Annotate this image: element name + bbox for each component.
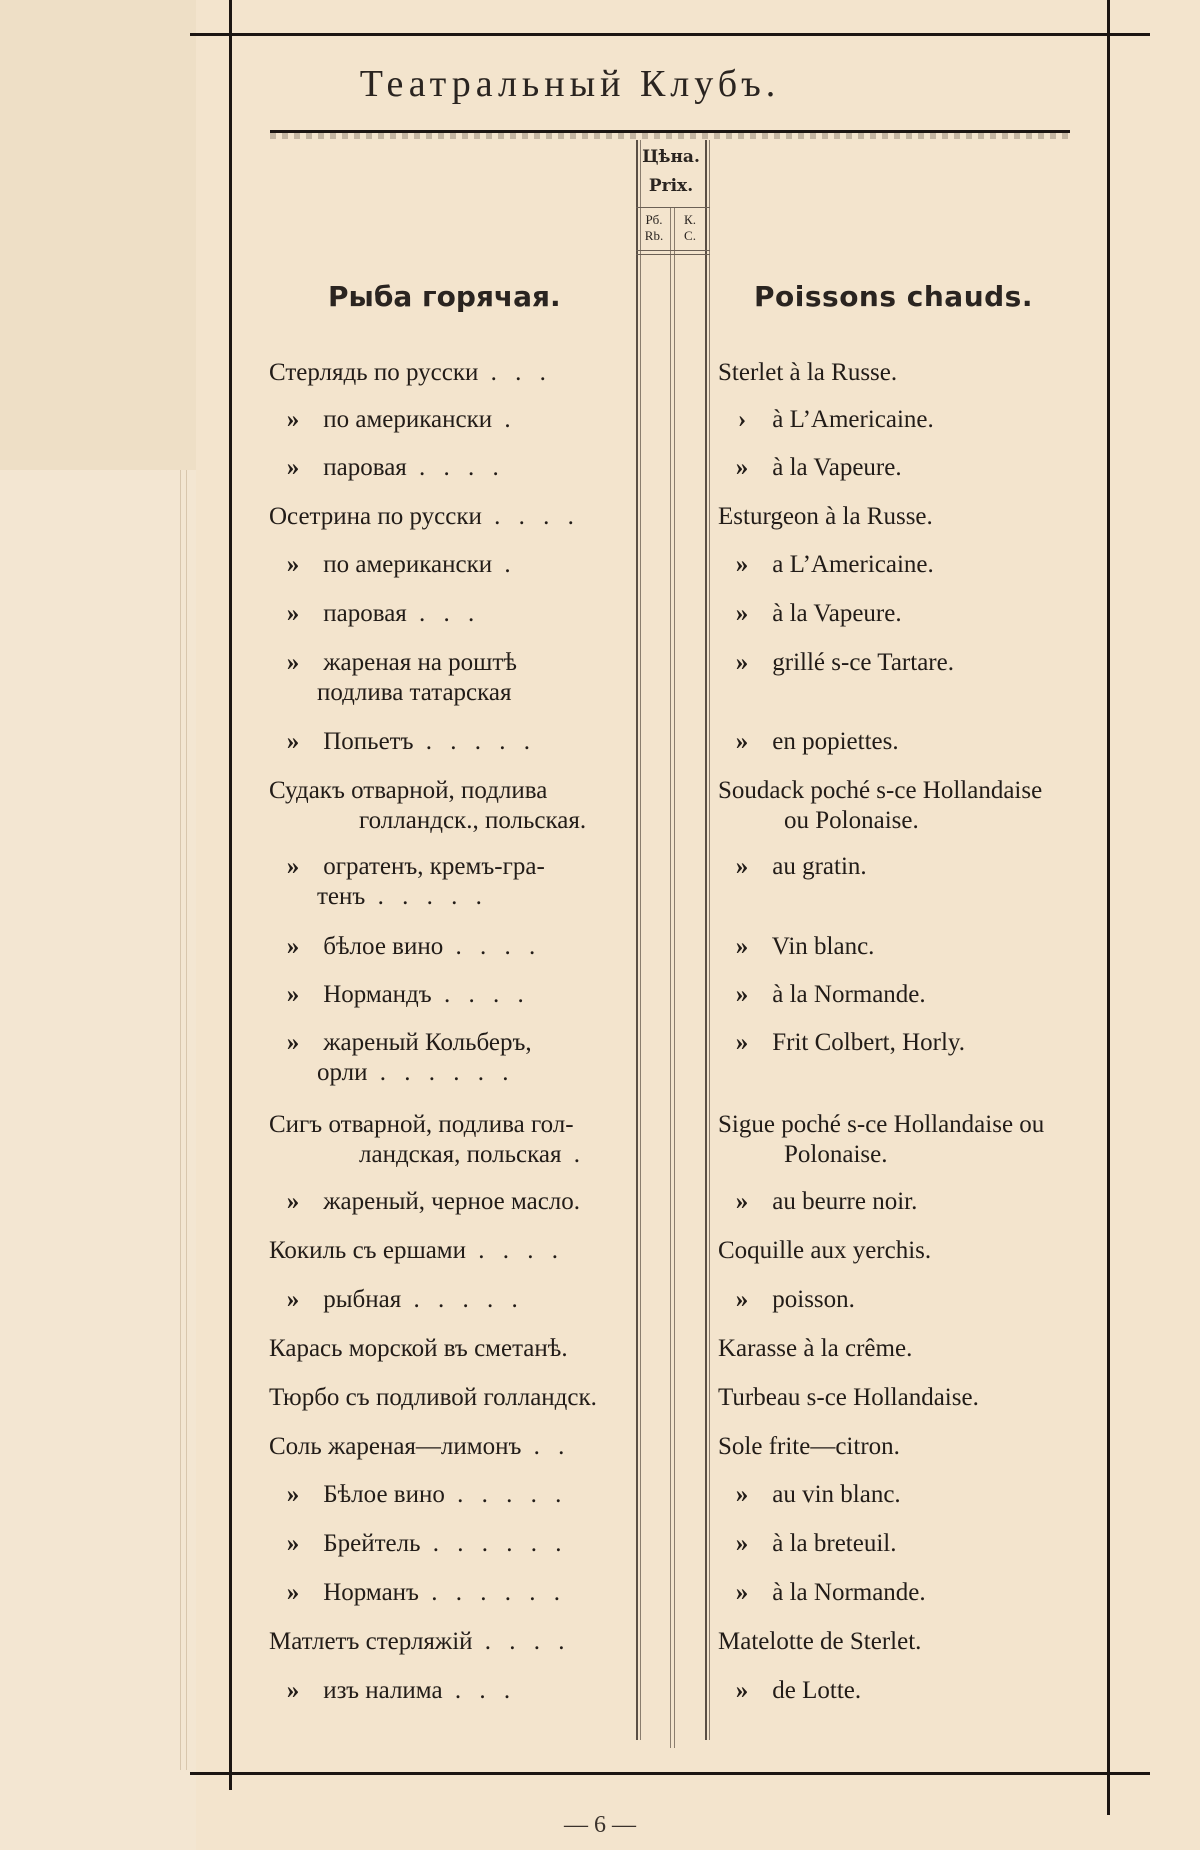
item-text-ru: Бѣлое вино (317, 1481, 445, 1508)
ditto-mark: » (735, 1286, 749, 1313)
item-text-ru: паровая (317, 600, 407, 627)
leader-dots: . . . . . . (420, 1530, 568, 1557)
page-title: Театральный Клубъ. (359, 63, 781, 105)
ditto-mark: » (735, 1481, 749, 1508)
leader-dots: . . . . . (365, 883, 488, 910)
rub-label-ru: Рб. (645, 212, 663, 227)
ditto-mark: » (735, 551, 749, 578)
item-name-ru (269, 1676, 629, 1706)
item-text-ru: Брейтель (317, 1530, 421, 1557)
item-name-fr (718, 1480, 1158, 1510)
leader-dots: . . (521, 1433, 571, 1460)
item-text-fr: en popiettes. (766, 728, 899, 755)
item-text-ru: Нормандъ (317, 981, 432, 1008)
item-text-ru-cont: орли (317, 1059, 368, 1086)
ditto-mark: » (286, 454, 300, 481)
ditto-mark: » (286, 728, 300, 755)
item-text-fr: à la Normande. (766, 981, 926, 1008)
item-text-ru: по американски (317, 406, 493, 433)
page-stack-edge (186, 470, 187, 1770)
item-name-ru (269, 1480, 629, 1510)
price-column-divider (670, 208, 671, 1748)
ditto-mark: » (286, 406, 300, 433)
item-name-fr (718, 1578, 1158, 1608)
item-name-ru (269, 1187, 629, 1217)
leader-dots: . . . . . (444, 1481, 568, 1508)
price-header-rule (636, 207, 710, 208)
price-title-fr: Prix. (648, 176, 694, 196)
ditto-mark: » (286, 933, 300, 960)
item-name-fr (718, 852, 1158, 882)
item-name-fr (718, 1285, 1158, 1315)
item-text-fr: poisson. (766, 1286, 855, 1313)
ditto-mark: » (286, 551, 300, 578)
item-name-fr (718, 932, 1158, 962)
item-name-ru (269, 405, 629, 435)
ditto-mark: » (286, 1188, 300, 1215)
menu-page (196, 0, 1200, 1850)
item-name-ru (269, 1236, 629, 1266)
item-text-fr: Sigue poché s-ce Hollandaise ou (718, 1111, 1045, 1138)
ditto-mark: » (735, 933, 749, 960)
frame-left-rule (229, 0, 232, 1790)
item-text-ru: Стерлядь по русски (269, 359, 479, 386)
ditto-mark: » (286, 1677, 300, 1704)
item-name-fr (718, 1676, 1158, 1706)
kop-label-ru: К. (684, 212, 696, 227)
price-title-ru: Цѣна. (642, 147, 700, 167)
item-text-fr: Esturgeon à la Russe. (718, 503, 933, 530)
item-text-ru-cont: ландская, польская (359, 1141, 562, 1168)
leader-dots: . . . (406, 600, 481, 627)
rub-label-fr: Rb. (644, 228, 664, 243)
item-text-fr: Matelotte de Sterlet. (718, 1628, 922, 1655)
item-text-fr: au beurre noir. (766, 1188, 918, 1215)
ditto-mark: » (286, 981, 300, 1008)
page-stack-edge (180, 470, 181, 1770)
item-text-ru: Соль жареная—лимонъ (269, 1433, 522, 1460)
item-name-fr (718, 1334, 1158, 1364)
item-name-fr (718, 1383, 1158, 1413)
leader-dots: . (561, 1141, 587, 1168)
leader-dots: . . . . (431, 981, 530, 1008)
ditto-mark: » (286, 1481, 300, 1508)
item-text-ru: Матлетъ стерляжій (269, 1628, 473, 1655)
section-title-fr: Poissons chauds. (754, 280, 1033, 313)
item-name-ru (269, 727, 629, 757)
item-text-ru: Осетрина по русски (269, 503, 482, 530)
item-name-fr (718, 453, 1158, 483)
item-name-ru (269, 1627, 629, 1657)
kop-label (674, 212, 706, 244)
item-name-fr (718, 648, 1158, 678)
item-name-ru (269, 599, 629, 629)
leader-dots: . (492, 551, 517, 578)
price-column-left-rule (636, 140, 638, 1740)
rub-label (638, 212, 670, 244)
item-text-ru: жареный Кольберъ, (317, 1029, 532, 1056)
leader-dots: . . . (442, 1677, 517, 1704)
item-text-ru: изъ налима (317, 1677, 443, 1704)
price-header-rule (636, 254, 710, 255)
leader-dots: . . . (478, 359, 552, 386)
item-name-ru (269, 648, 629, 708)
ditto-mark: » (735, 1029, 749, 1056)
item-name-ru (269, 980, 629, 1010)
item-name-fr (718, 1627, 1158, 1657)
item-name-fr (718, 1028, 1158, 1058)
leader-dots: . . . . . (401, 1286, 524, 1313)
leader-dots: . . . . (472, 1628, 571, 1655)
item-text-fr: Karasse à la crême. (718, 1335, 913, 1362)
price-column-right-rule (709, 140, 710, 1740)
item-text-ru: по американски (317, 551, 493, 578)
item-text-fr: Soudack poché s-ce Hollandaise (718, 777, 1043, 804)
item-text-fr-cont: ou Polonaise. (784, 807, 919, 834)
item-text-ru: бѣлое вино (317, 933, 444, 960)
ditto-mark: » (735, 981, 749, 1008)
item-name-ru (269, 1110, 629, 1170)
item-text-ru: Карась морской въ сметанѣ. (269, 1335, 568, 1362)
item-text-fr: au vin blanc. (766, 1481, 901, 1508)
item-name-ru (269, 1285, 629, 1315)
item-text-ru: паровая (317, 454, 407, 481)
item-text-ru-cont: подлива татарская (317, 679, 512, 706)
item-text-ru: Сигъ отварной, подлива гол- (269, 1111, 574, 1138)
ditto-mark: » (286, 1286, 300, 1313)
item-text-fr: Coquille aux yerchis. (718, 1237, 932, 1264)
item-name-fr (718, 1236, 1158, 1266)
item-text-ru: жареный, черное масло. (317, 1188, 581, 1215)
price-column-left-rule (640, 140, 641, 1740)
leader-dots: . . . . . . (367, 1059, 515, 1086)
ditto-mark: » (286, 1579, 300, 1606)
item-name-fr (718, 980, 1158, 1010)
item-name-fr (718, 776, 1158, 836)
section-title-ru: Рыба горячая. (328, 280, 561, 313)
ditto-mark: » (735, 1677, 749, 1704)
item-text-fr: Sole frite—citron. (718, 1433, 900, 1460)
item-name-ru (269, 453, 629, 483)
item-name-ru (269, 1334, 629, 1364)
item-name-ru (269, 550, 629, 580)
item-text-ru: огратенъ, кремъ-гра- (317, 853, 545, 880)
item-name-fr (718, 1432, 1158, 1462)
ditto-mark: » (735, 1579, 749, 1606)
leader-dots: . . . . (406, 454, 505, 481)
item-text-fr: à L’Americaine. (766, 406, 934, 433)
ditto-mark: » (735, 853, 749, 880)
item-text-ru: Кокиль съ ершами (269, 1237, 466, 1264)
item-text-fr: à la Vapeure. (766, 454, 902, 481)
ditto-mark: » (735, 649, 749, 676)
price-column-divider (674, 208, 675, 1748)
item-text-ru: Норманъ (317, 1579, 419, 1606)
item-name-fr (718, 599, 1158, 629)
item-text-fr: grillé s-ce Tartare. (766, 649, 954, 676)
leader-dots: . . . . (443, 933, 542, 960)
item-text-ru: Попьетъ (317, 728, 414, 755)
item-text-ru: Судакъ отварной, подлива (269, 777, 548, 804)
item-name-ru (269, 358, 629, 388)
item-text-ru: Тюрбо съ подливой голландск. (269, 1384, 597, 1411)
item-text-fr: Vin blanc. (766, 933, 875, 960)
item-name-fr (718, 358, 1158, 388)
ditto-mark: › (737, 406, 747, 433)
price-header-rule (636, 250, 710, 251)
item-name-fr (718, 405, 1158, 435)
page-number: — 6 — (564, 1812, 636, 1838)
item-text-fr: au gratin. (766, 853, 867, 880)
item-name-fr (718, 1110, 1158, 1170)
leader-dots: . . . . (466, 1237, 564, 1264)
item-text-ru: жареная на роштѣ (317, 649, 517, 676)
kop-label-fr: С. (684, 228, 696, 243)
ditto-mark: » (286, 1029, 300, 1056)
item-name-ru (269, 1529, 629, 1559)
item-name-ru (269, 1578, 629, 1608)
item-text-fr: Turbeau s-ce Hollandaise. (718, 1384, 979, 1411)
ditto-mark: » (286, 853, 300, 880)
ditto-mark: » (735, 1188, 749, 1215)
item-text-fr: à la breteuil. (766, 1530, 897, 1557)
item-name-ru (269, 852, 629, 912)
ditto-mark: » (735, 454, 749, 481)
item-text-fr: Frit Colbert, Horly. (766, 1029, 966, 1056)
item-name-fr (718, 1187, 1158, 1217)
item-name-ru (269, 1028, 629, 1088)
ditto-mark: » (286, 600, 300, 627)
ditto-mark: » (286, 1530, 300, 1557)
scan-background-top (0, 0, 196, 470)
item-name-fr (718, 550, 1158, 580)
scan-background-low (0, 470, 196, 1850)
item-name-ru (269, 1432, 629, 1462)
title-ornament (270, 133, 1070, 139)
ditto-mark: » (286, 649, 300, 676)
item-name-ru (269, 502, 629, 532)
item-name-ru (269, 1383, 629, 1413)
leader-dots: . . . . . . (418, 1579, 566, 1606)
ditto-mark: » (735, 1530, 749, 1557)
item-text-fr: à la Vapeure. (766, 600, 902, 627)
item-text-ru-cont: голландск., польская. (359, 807, 587, 834)
ditto-mark: » (735, 728, 749, 755)
ditto-mark: » (735, 600, 749, 627)
item-name-fr (718, 1529, 1158, 1559)
item-name-ru (269, 932, 629, 962)
frame-bottom-rule (190, 1772, 1150, 1775)
item-text-fr: de Lotte. (766, 1677, 862, 1704)
item-text-ru-cont: тенъ (317, 883, 366, 910)
item-text-fr-cont: Polonaise. (784, 1141, 888, 1168)
price-column-right-rule (705, 140, 707, 1740)
item-name-fr (718, 727, 1158, 757)
item-name-fr (718, 502, 1158, 532)
item-name-ru (269, 776, 629, 836)
item-text-fr: a L’Americaine. (766, 551, 934, 578)
leader-dots: . . . . (481, 503, 580, 530)
item-text-fr: à la Normande. (766, 1579, 926, 1606)
item-text-ru: рыбная (317, 1286, 402, 1313)
item-text-fr: Sterlet à la Russe. (718, 359, 898, 386)
leader-dots: . (492, 406, 517, 433)
frame-top-rule (190, 33, 1150, 36)
leader-dots: . . . . . (413, 728, 537, 755)
